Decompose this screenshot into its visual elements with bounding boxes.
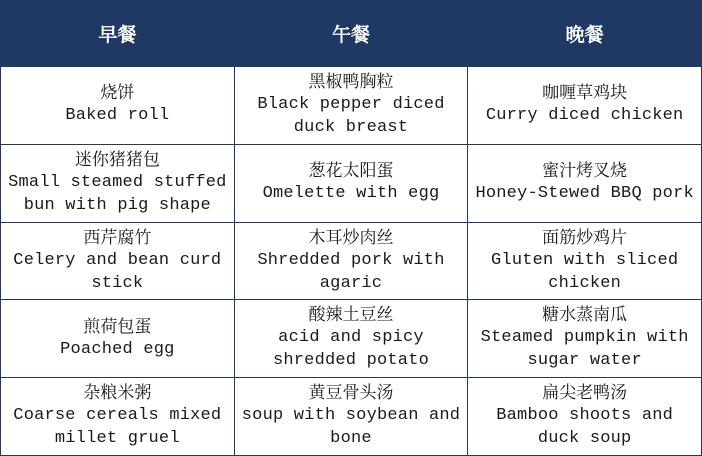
meal-cell-dinner bbox=[468, 300, 702, 378]
dish-name-en: acid and spicy shredded potato bbox=[272, 328, 429, 371]
dish-name-en: Poached egg bbox=[60, 339, 175, 359]
dish-name-cn: 糖水蒸南瓜 bbox=[542, 305, 628, 325]
meal-cell-lunch bbox=[234, 144, 468, 222]
table-row bbox=[1, 300, 702, 378]
meal-cell-dinner bbox=[468, 222, 702, 300]
dish-name-en: Omelette with egg bbox=[262, 184, 440, 204]
dish-name-cn: 扁尖老鸭汤 bbox=[542, 383, 628, 403]
dish-name-en: soup with soybean and bone bbox=[241, 406, 461, 449]
dish-name-en: Honey-Stewed BBQ pork bbox=[475, 184, 694, 204]
dish-name-en: Baked roll bbox=[65, 106, 170, 126]
dish-name-en: Coarse cereals mixed millet gruel bbox=[13, 406, 222, 449]
table-body bbox=[1, 67, 702, 456]
meal-cell-lunch bbox=[234, 378, 468, 456]
meal-cell-breakfast bbox=[1, 144, 235, 222]
dish-name-cn: 木耳炒肉丝 bbox=[308, 227, 394, 247]
dish-name-cn: 咖喱草鸡块 bbox=[542, 83, 628, 103]
meal-cell-breakfast bbox=[1, 67, 235, 145]
meal-cell-dinner bbox=[468, 144, 702, 222]
dish-name-cn: 煎荷包蛋 bbox=[83, 316, 152, 336]
meal-cell-lunch bbox=[234, 222, 468, 300]
table-row bbox=[1, 378, 702, 456]
header-row bbox=[1, 1, 702, 67]
dish-name-cn: 烧饼 bbox=[100, 83, 135, 103]
column-header-dinner: 晚餐 bbox=[468, 1, 702, 67]
dish-name-cn: 酸辣土豆丝 bbox=[308, 305, 394, 325]
dish-name-en: Curry diced chicken bbox=[485, 106, 684, 126]
dish-name-en: Celery and bean curd stick bbox=[13, 250, 222, 293]
dish-name-cn: 迷你猪猪包 bbox=[74, 149, 160, 169]
dish-name-cn: 黄豆骨头汤 bbox=[308, 383, 394, 403]
dish-name-en: Small steamed stuffed bun with pig shape bbox=[8, 172, 227, 215]
dish-name-cn: 葱花太阳蛋 bbox=[308, 161, 394, 181]
dish-name-cn: 面筋炒鸡片 bbox=[542, 227, 628, 247]
dish-name-en: Gluten with sliced chicken bbox=[491, 250, 679, 293]
column-header-breakfast: 早餐 bbox=[1, 1, 235, 67]
meal-cell-breakfast bbox=[1, 378, 235, 456]
dish-name-cn: 黑椒鸭胸粒 bbox=[308, 72, 394, 91]
dish-name-en: Steamed pumpkin with sugar water bbox=[480, 328, 689, 371]
column-header-lunch: 午餐 bbox=[234, 1, 468, 67]
meal-cell-breakfast bbox=[1, 300, 235, 378]
dish-name-cn: 蜜汁烤叉烧 bbox=[542, 161, 628, 181]
dish-name-en: Bamboo shoots and duck soup bbox=[496, 406, 674, 449]
dish-name-en: Black pepper diced duck breast bbox=[257, 94, 445, 137]
table-row bbox=[1, 222, 702, 300]
meal-cell-dinner bbox=[468, 67, 702, 145]
meal-cell-breakfast bbox=[1, 222, 235, 300]
dish-name-cn: 西芹腐竹 bbox=[83, 227, 152, 247]
meal-cell-dinner bbox=[468, 378, 702, 456]
table-row bbox=[1, 67, 702, 145]
meal-cell-lunch bbox=[234, 300, 468, 378]
dish-name-cn: 杂粮米粥 bbox=[83, 383, 152, 403]
table-header bbox=[1, 1, 702, 67]
table-row bbox=[1, 144, 702, 222]
meal-cell-lunch bbox=[234, 67, 468, 145]
dish-name-en: Shredded pork with agaric bbox=[257, 250, 445, 293]
